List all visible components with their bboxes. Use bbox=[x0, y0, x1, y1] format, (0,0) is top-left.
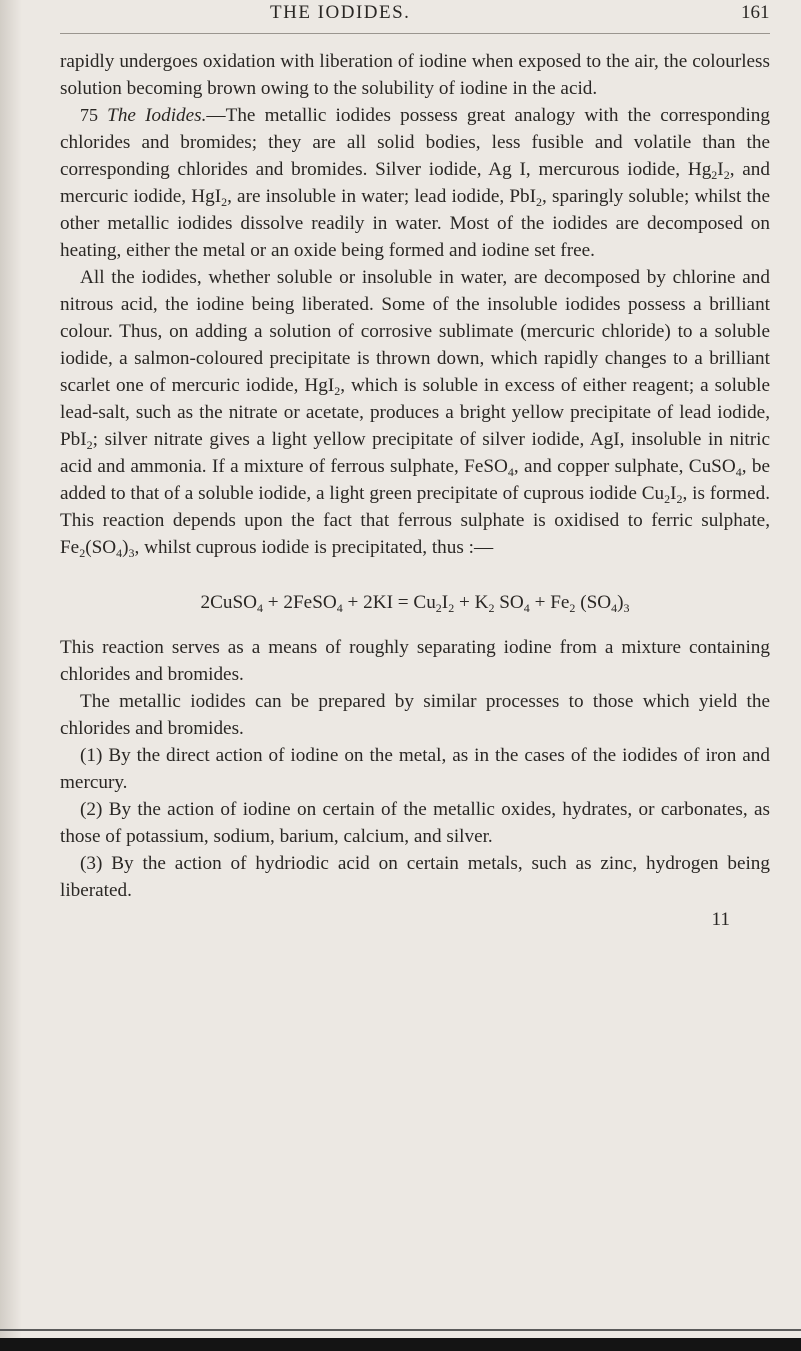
list-item-1: (1) By the direct action of iodine on the metal, as in the cases of the iodides of iron and mercury. bbox=[60, 745, 770, 793]
header-rule bbox=[60, 33, 770, 34]
page-number: 161 bbox=[741, 2, 770, 23]
list-item-2: (2) By the action of iodine on certain of the metallic oxides, hydrates, or carbonates, as those of potassium, sodium, barium, calcium, and silver. bbox=[60, 799, 770, 847]
paragraph-reactions: All the iodides, whether soluble or insoluble in water, are decomposed by chlorine and nitrous acid, the iodine being liberated. Some of the insoluble iodides possess a brilliant colour. Thus, on adding a solution of corrosive sublimate (mercuric chloride) to a soluble iodide, a salmon-coloured precipitate is thrown down, which rapidly changes to a brilliant scarlet one of mercuric iodide, HgI$_2$, which is soluble in excess of either reagent; a soluble lead-salt, such as the nitrate or acetate, produces a bright yellow precipitate of lead iodide, PbI$_2$; silver nitrate gives a light yellow precipitate of silver iodide, AgI, insoluble in nitric acid and ammonia. If a mixture of ferrous sulphate, FeSO$_4$, and copper sulphate, CuSO$_4$, be added to that of a soluble iodide, a light green precipitate of cuprous iodide $Cu_2I_2$, is formed. This reaction depends upon the fact that ferrous sulphate is oxidised to ferric sulphate, $Fe_2(SO_4)_3$, whilst cuprous iodide is precipitated, thus :— bbox=[60, 267, 770, 560]
running-header bbox=[0, 2, 801, 32]
signature-mark: 11 bbox=[711, 909, 730, 930]
paragraph-iodides: 75 The Iodides.—The metallic iodides possess great analogy with the corresponding chlorides and bromides; they are all solid bodies, less fusible and volatile than the corresponding chlorides and bromides. Silver iodide, Ag I, mercurous iodide, $Hg_2I_2$, and mercuric iodide, HgI$_2$, are insoluble in water; lead iodide, PbI$_2$, sparingly soluble; whilst the other metallic iodides dissolve readily in water. Most of the iodides are decomposed on heating, either the metal or an oxide being formed and iodine set free. bbox=[60, 105, 770, 261]
scan-edge-bar bbox=[0, 1338, 801, 1351]
running-title: THE IODIDES. bbox=[270, 2, 411, 23]
page-edge-shadow bbox=[0, 0, 22, 1351]
paragraph-separation: This reaction serves as a means of roughly separating iodine from a mixture containing chlorides and bromides. bbox=[60, 637, 770, 685]
list-item-3: (3) By the action of hydriodic acid on certain metals, such as zinc, hydrogen being liberated. bbox=[60, 853, 770, 901]
section-title: The Iodides. bbox=[107, 105, 207, 126]
paragraph-continuation: rapidly undergoes oxidation with liberation of iodine when exposed to the air, the colourless solution becoming brown owing to the solubility of iodine in the acid. bbox=[60, 51, 770, 99]
section-number: 75 bbox=[80, 105, 98, 125]
paragraph-preparation: The metallic iodides can be prepared by similar processes to those which yield the chlorides and bromides. bbox=[60, 691, 770, 739]
chemical-equation: 2CuSO$_4$ + 2FeSO$_4$ + $2KI = Cu_2I_2 + K_2$ $SO_4 + Fe_2$ $(SO_4)_3$ bbox=[200, 592, 630, 615]
scan-edge-line bbox=[0, 1329, 801, 1331]
page-body bbox=[60, 48, 770, 933]
